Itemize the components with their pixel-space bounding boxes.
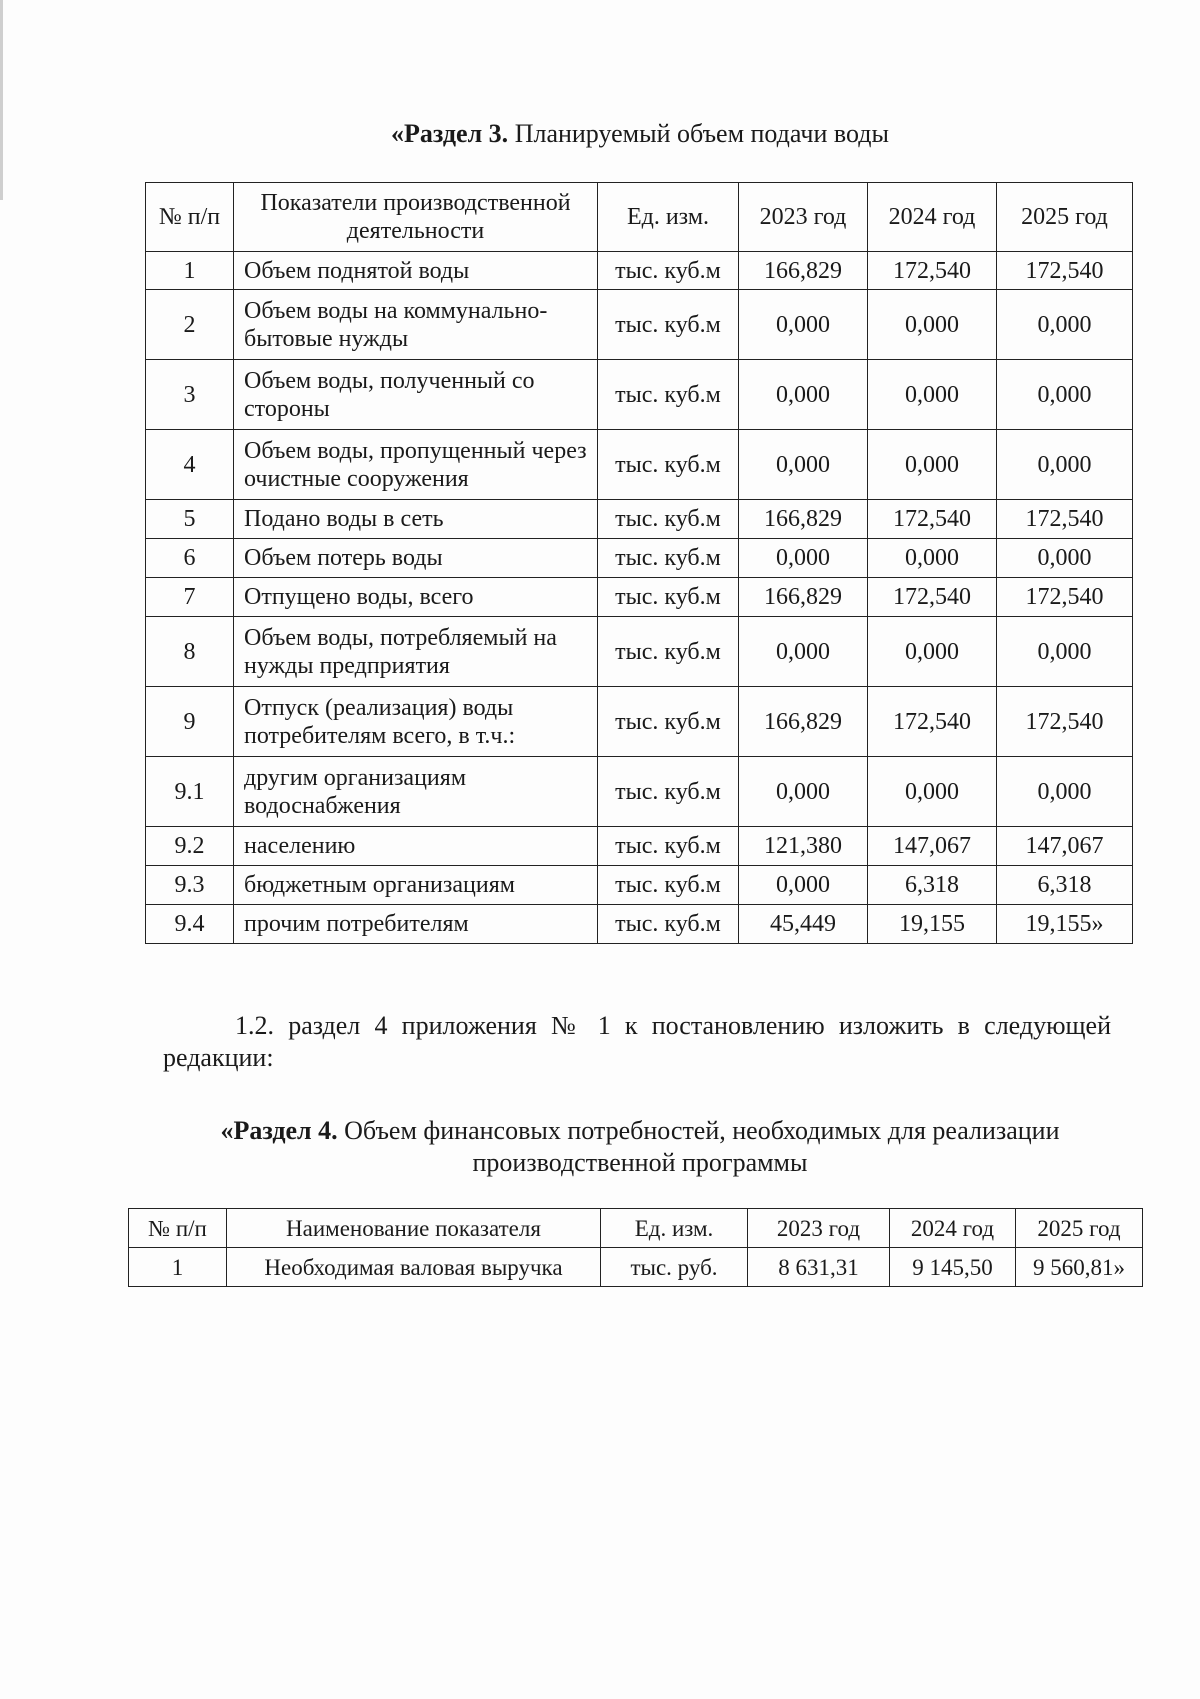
row-value-2023: 166,829 (739, 578, 868, 617)
header-2024: 2024 год (868, 183, 997, 252)
row-value-2025: 172,540 (997, 687, 1133, 757)
row-value-2023: 166,829 (739, 687, 868, 757)
row-value-2024: 147,067 (868, 827, 997, 866)
row-num: 9.3 (146, 866, 234, 905)
row-unit: тыс. куб.м (598, 290, 739, 360)
row-unit: тыс. куб.м (598, 578, 739, 617)
row-name: прочим потребителям (234, 905, 598, 944)
row-unit: тыс. куб.м (598, 757, 739, 827)
row-value-2024: 0,000 (868, 539, 997, 578)
row-value-2023: 0,000 (739, 866, 868, 905)
table-row (146, 617, 1133, 687)
row-unit: тыс. куб.м (598, 687, 739, 757)
row-unit: тыс. куб.м (598, 360, 739, 430)
row-name: бюджетным организациям (234, 866, 598, 905)
row-name: населению (234, 827, 598, 866)
section4-table (128, 1208, 1143, 1287)
row-name: Объем воды на коммунально-бытовые нужды (234, 290, 598, 360)
row-value-2023: 0,000 (739, 360, 868, 430)
row-value-2023: 45,449 (739, 905, 868, 944)
section4-header-row (129, 1209, 1143, 1248)
row-value-2023: 166,829 (739, 252, 868, 290)
row-value-2025: 0,000 (997, 290, 1133, 360)
table-row (146, 430, 1133, 500)
row-value-2024: 19,155 (868, 905, 997, 944)
table-row (146, 757, 1133, 827)
table-row (146, 360, 1133, 430)
row-value-2024: 9 145,50 (890, 1248, 1016, 1287)
row-name: Объем воды, пропущенный через очистные сооружения (234, 430, 598, 500)
row-value-2023: 0,000 (739, 430, 868, 500)
row-value-2023: 0,000 (739, 757, 868, 827)
header-num: № п/п (129, 1209, 227, 1248)
section3-table (145, 182, 1133, 944)
row-value-2023: 8 631,31 (748, 1248, 890, 1287)
header-name: Показатели производственной деятельности (234, 183, 598, 252)
table-row (146, 290, 1133, 360)
amendment-paragraph: 1.2. раздел 4 приложения № 1 к постановлению изложить в следующей редакции: (163, 1011, 1111, 1072)
row-num: 2 (146, 290, 234, 360)
table-row (146, 905, 1133, 944)
row-unit: тыс. куб.м (598, 430, 739, 500)
table-row (146, 687, 1133, 757)
row-value-2025: 19,155» (997, 905, 1133, 944)
row-value-2024: 0,000 (868, 430, 997, 500)
row-value-2024: 172,540 (868, 578, 997, 617)
table-row (146, 827, 1133, 866)
row-num: 8 (146, 617, 234, 687)
row-name: Отпущено воды, всего (234, 578, 598, 617)
row-value-2024: 0,000 (868, 290, 997, 360)
header-2025: 2025 год (997, 183, 1133, 252)
row-unit: тыс. куб.м (598, 500, 739, 539)
row-name: Объем потерь воды (234, 539, 598, 578)
row-value-2023: 166,829 (739, 500, 868, 539)
row-value-2025: 147,067 (997, 827, 1133, 866)
row-value-2023: 121,380 (739, 827, 868, 866)
row-value-2025: 0,000 (997, 617, 1133, 687)
header-unit: Ед. изм. (601, 1209, 748, 1248)
row-value-2024: 172,540 (868, 252, 997, 290)
row-unit: тыс. куб.м (598, 827, 739, 866)
row-value-2024: 0,000 (868, 617, 997, 687)
table-row (146, 866, 1133, 905)
section3-header-row (146, 183, 1133, 252)
row-value-2025: 172,540 (997, 500, 1133, 539)
header-2023: 2023 год (748, 1209, 890, 1248)
row-num: 9 (146, 687, 234, 757)
header-2024: 2024 год (890, 1209, 1016, 1248)
row-num: 7 (146, 578, 234, 617)
row-value-2023: 0,000 (739, 539, 868, 578)
row-name: Объем поднятой воды (234, 252, 598, 290)
header-num: № п/п (146, 183, 234, 252)
table-row (146, 252, 1133, 290)
row-num: 5 (146, 500, 234, 539)
row-name: Объем воды, полученный со стороны (234, 360, 598, 430)
row-name: Отпуск (реализация) воды потребителям всего, в т.ч.: (234, 687, 598, 757)
row-value-2024: 172,540 (868, 687, 997, 757)
row-value-2024: 0,000 (868, 360, 997, 430)
row-unit: тыс. куб.м (598, 617, 739, 687)
table-row (146, 500, 1133, 539)
row-num: 1 (146, 252, 234, 290)
section4-title (130, 1115, 1150, 1179)
header-name: Наименование показателя (227, 1209, 601, 1248)
row-value-2024: 0,000 (868, 757, 997, 827)
row-value-2025: 0,000 (997, 757, 1133, 827)
row-num: 6 (146, 539, 234, 578)
table-row (129, 1248, 1143, 1287)
row-value-2024: 172,540 (868, 500, 997, 539)
row-num: 4 (146, 430, 234, 500)
row-value-2025: 172,540 (997, 578, 1133, 617)
section3-title (140, 118, 1140, 150)
row-unit: тыс. куб.м (598, 252, 739, 290)
row-num: 9.2 (146, 827, 234, 866)
row-value-2023: 0,000 (739, 290, 868, 360)
row-unit: тыс. куб.м (598, 866, 739, 905)
page-edge-mark (0, 0, 3, 200)
row-value-2025: 6,318 (997, 866, 1133, 905)
row-num: 3 (146, 360, 234, 430)
row-value-2024: 6,318 (868, 866, 997, 905)
row-unit: тыс. куб.м (598, 539, 739, 578)
row-name: Объем воды, потребляемый на нужды предприятия (234, 617, 598, 687)
table-row (146, 539, 1133, 578)
header-unit: Ед. изм. (598, 183, 739, 252)
row-num: 9.1 (146, 757, 234, 827)
section4-title-rest: Объем финансовых потребностей, необходимых для реализации производственной программы (337, 1116, 1060, 1177)
table-row (146, 578, 1133, 617)
row-value-2025: 0,000 (997, 430, 1133, 500)
section4-title-bold: «Раздел 4. (220, 1116, 338, 1145)
row-value-2025: 172,540 (997, 252, 1133, 290)
row-unit: тыс. куб.м (598, 905, 739, 944)
row-num: 9.4 (146, 905, 234, 944)
row-name: Подано воды в сеть (234, 500, 598, 539)
section3-title-rest: Планируемый объем подачи воды (508, 119, 889, 148)
row-num: 1 (129, 1248, 227, 1287)
header-2023: 2023 год (739, 183, 868, 252)
row-value-2025: 0,000 (997, 539, 1133, 578)
row-value-2025: 9 560,81» (1016, 1248, 1143, 1287)
row-value-2025: 0,000 (997, 360, 1133, 430)
row-value-2023: 0,000 (739, 617, 868, 687)
header-2025: 2025 год (1016, 1209, 1143, 1248)
section3-title-bold: «Раздел 3. (391, 119, 509, 148)
row-name: другим организациям водоснабжения (234, 757, 598, 827)
row-unit: тыс. руб. (601, 1248, 748, 1287)
row-name: Необходимая валовая выручка (227, 1248, 601, 1287)
